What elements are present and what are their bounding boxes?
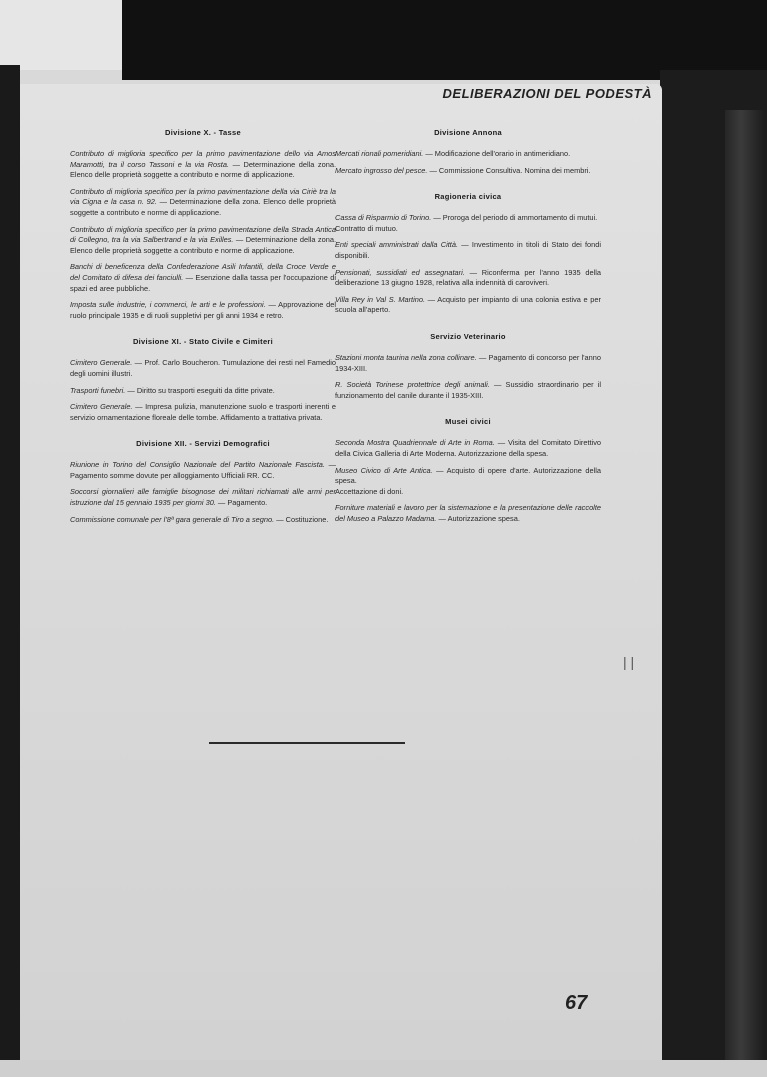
section-title: Divisione Annona bbox=[434, 128, 502, 137]
entry-subject: Contributo di miglioria specifico per la primo pavimentazione della Strada Antica di Collegno, tra la via Salbertrand e la via Exilles. bbox=[70, 224, 336, 245]
entry bbox=[70, 187, 336, 219]
section bbox=[335, 417, 601, 524]
page-number: 67 bbox=[565, 992, 588, 1014]
entry-text: — Esenzione dalla tassa per l'occupazione di spazi ed aree pubbliche. bbox=[70, 272, 337, 293]
entry-subject: Cimitero Generale. bbox=[70, 358, 133, 368]
entry-text: — Riconferma per l'anno 1935 della deliberazione 13 giugno 1928, relativa alla indennità di caroviveri. bbox=[335, 267, 601, 288]
entry bbox=[335, 353, 601, 374]
entry-text: — Determinazione della zona. Elenco delle proprietà soggette a contributo e norme di applicazione. bbox=[70, 235, 336, 255]
entry-text: — Pagamento somme dovute per alloggiamento Ufficiali RR. CC. bbox=[70, 460, 336, 480]
section-title: Servizio Veterinario bbox=[430, 331, 506, 341]
entry-subject: Enti speciali amministrati dalla Città. bbox=[335, 240, 459, 250]
entry-extra: Contratto di mutuo. bbox=[335, 223, 398, 233]
section-title: Divisione XII. - Servizi Demografici bbox=[136, 439, 270, 449]
entry bbox=[70, 487, 336, 508]
entry bbox=[335, 295, 601, 316]
entry-subject: Museo Civico di Arte Antica. bbox=[335, 465, 433, 475]
entry bbox=[70, 149, 336, 181]
entry-subject: Banchi di beneficenza della Confederazione Asili Infantili, della Croce Verde e del Comitato di difesa dei fanciulli. bbox=[70, 262, 336, 282]
entry bbox=[70, 262, 336, 294]
entry-text: — Costituzione. bbox=[274, 514, 329, 524]
scan-background-bottom bbox=[0, 1060, 767, 1077]
scan-background-dark-left bbox=[0, 65, 20, 1077]
entry-text: — Modificazione dell'orario in antimeridiano. bbox=[423, 149, 571, 158]
entry-text: — Prof. Carlo Boucheron. Tumulazione dei resti nel Famedio degli uomini illustri. bbox=[70, 358, 336, 378]
entry-subject: Trasporti funebri. bbox=[70, 385, 126, 395]
left-column bbox=[70, 128, 336, 541]
entry-text: — Determinazione della zona. Elenco delle proprietà soggette a contributo e norme di applicazione. bbox=[70, 197, 336, 217]
margin-marks: | | bbox=[623, 654, 635, 670]
entry bbox=[70, 460, 336, 481]
entry bbox=[70, 386, 336, 397]
entry bbox=[335, 466, 601, 498]
section-title: Divisione XI. - Stato Civile e Cimiteri bbox=[132, 337, 274, 347]
entry-subject: Contributo di miglioria specifico per la primo pavimentazione dello via Amos Maramotti, tra il corso Tassoni e la via Rosta. bbox=[70, 149, 336, 169]
running-head: DELIBERAZIONI DEL PODESTÀ bbox=[442, 86, 652, 101]
entry-text: — Impresa pulizia, manutenzione suolo e trasporti inerenti e servizio ornamentazione floreale delle tombe. Affidamento a trattativa privata. bbox=[70, 402, 336, 422]
section-title: Ragioneria civica bbox=[434, 192, 502, 202]
entry bbox=[335, 149, 601, 160]
entry-text: — Acquisto di opere d'arte. Autorizzazione della spesa. bbox=[335, 465, 601, 486]
entry bbox=[70, 358, 336, 379]
entry-subject: Soccorsi giornalieri alle famiglie bisognose dei militari richiamati alle armi per istruzione dal 15 gennaio 1935 per giorni 30. bbox=[70, 487, 336, 508]
entry bbox=[335, 268, 601, 289]
section-title: Divisione X. - Tasse bbox=[165, 128, 241, 137]
entry bbox=[70, 402, 336, 423]
entry-subject: Stazioni monta taurina nella zona collinare. bbox=[335, 352, 477, 362]
entry-text: — Pagamento di concorso per l'anno 1934-XIII. bbox=[335, 352, 601, 373]
right-column bbox=[335, 128, 601, 540]
entry bbox=[335, 438, 601, 459]
entry-subject: Commissione comunale per l'8ª gara generale di Tiro a segno. bbox=[70, 514, 275, 524]
entry-subject: Villa Rey in Val S. Martino. bbox=[335, 294, 426, 304]
entry-subject: Seconda Mostra Quadriennale di Arte in Roma. bbox=[335, 438, 495, 448]
entry-text: — Investimento in titoli di Stato dei fondi disponibili. bbox=[335, 240, 602, 260]
section bbox=[70, 439, 336, 525]
horizontal-rule bbox=[209, 742, 405, 744]
entry-text: — Visita del Comitato Direttivo della Civica Galleria di Arte Moderna. Autorizzazione della spesa. bbox=[335, 438, 602, 458]
entry bbox=[70, 225, 336, 257]
section-title: Musei civici bbox=[445, 417, 491, 427]
entry bbox=[335, 166, 601, 177]
entry-subject: Pensionati, sussidiati ed assegnatari. bbox=[335, 267, 465, 277]
scan-background-dark-top bbox=[122, 0, 767, 80]
entry-subject: Cassa di Risparmio di Torino. bbox=[335, 213, 432, 223]
entry-text: — Acquisto per impianto di una colonia estiva e per scuola all'aperto. bbox=[335, 294, 601, 315]
entry bbox=[70, 300, 336, 321]
entry bbox=[335, 213, 601, 234]
section bbox=[335, 332, 601, 401]
section bbox=[335, 128, 601, 176]
section bbox=[70, 337, 336, 423]
section bbox=[335, 192, 601, 316]
section bbox=[70, 128, 336, 321]
entry-text: — Sussidio straordinario per il funzionamento del canile durante il 1935-XIII. bbox=[335, 380, 601, 400]
entry-text: — Commissione Consultiva. Nomina dei membri. bbox=[427, 165, 591, 175]
entry bbox=[335, 503, 601, 524]
entry-text: — Proroga del periodo di ammortamento di mutui. bbox=[431, 213, 598, 223]
entry-text: — Pagamento. bbox=[215, 498, 268, 508]
entry-subject: Contributo di miglioria specifico per la primo pavimentazione della via Ciriè tra la via Cigna e la casa n. 92. bbox=[70, 186, 336, 207]
entry bbox=[335, 380, 601, 401]
entry-subject: Mercato ingrosso del pesce. bbox=[335, 165, 428, 175]
entry-subject: R. Società Torinese protettrice degli animali. bbox=[335, 380, 490, 390]
entry-subject: Cimitero Generale. bbox=[70, 402, 133, 412]
entry-text: — Autorizzazione spesa. bbox=[436, 513, 520, 523]
entry-text: — Diritto su trasporti eseguiti da ditte private. bbox=[125, 385, 275, 395]
entry-subject: Mercati rionali pomeridiani. bbox=[335, 149, 424, 158]
entry-text: — Determinazione della zona. Elenco delle proprietà soggette a contributo e norme di applicazione. bbox=[70, 159, 337, 180]
entry-subject: Forniture materiali e lavoro per la sistemazione e la presentazione delle raccolte del Museo a Palazzo Madama. bbox=[335, 503, 601, 523]
entry-text: — Approvazione del ruolo principale 1935 e di ruoli suppletivi per gli anni 1934 e retro. bbox=[70, 300, 336, 320]
scan-background-top bbox=[0, 0, 122, 70]
entry bbox=[70, 515, 336, 526]
entry-extra: Accettazione di doni. bbox=[335, 486, 404, 496]
document-page bbox=[20, 84, 662, 1060]
entry-subject: Riunione in Torino del Consiglio Nazionale del Partito Nazionale Fascista. bbox=[70, 460, 325, 470]
entry bbox=[335, 240, 601, 261]
book-edge bbox=[725, 110, 765, 1070]
entry-subject: Imposta sulle industrie, i commerci, le arti e le professioni. bbox=[70, 300, 266, 310]
